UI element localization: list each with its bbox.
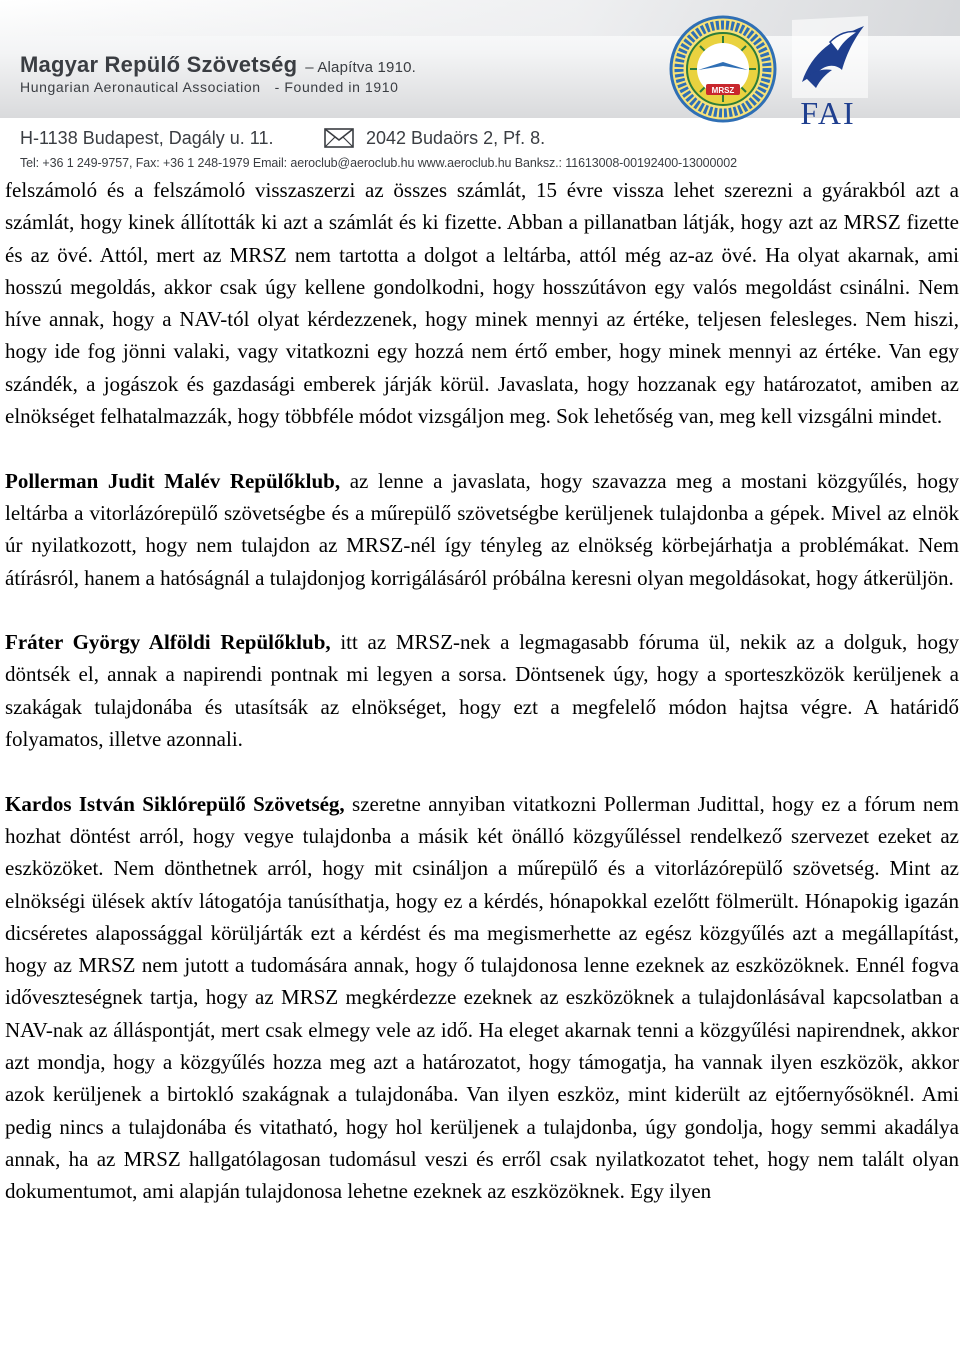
paragraph	[5, 626, 959, 755]
contact-line: Tel: +36 1 249-9757, Fax: +36 1 248-1979 Email: aeroclub@aeroclub.hu www.aeroclub.hu Banksz.: 11613008-00192400-13000002	[20, 156, 737, 170]
document-body	[5, 174, 959, 1208]
organization-name	[20, 52, 416, 78]
paragraph	[5, 174, 959, 432]
fai-logo	[782, 12, 874, 130]
founded-english-text: - Founded in 1910	[274, 79, 399, 95]
mrsz-seal-logo	[668, 14, 778, 124]
organization-name-english	[20, 79, 399, 95]
paragraph-text: felszámoló és a felszámoló visszaszerzi az összes számlát, 15 évre vissza lehet szerezni a gyárakból azt a számlát, hogy kinek állították ki azt a számlát és ki fizette. Abban a pillanatban látják, hogy azt az MRSZ fizette és az övé. Attól, mert az MRSZ nem tartotta a dolgot a leltárba, attól még az-az övé. Ha olyat akarnak, ami hosszú megoldás, akkor csak úgy kellene gondolkodni, hogy hosszútávon egy valós megoldást csinálni. Nem híve annak, hogy a NAV-tól olyat kérdezzenek, hogy minek mennyi az értéke, teljesen felesleges. Nem hiszi, hogy ide fog jönni valaki, vagy vitatkozni egy hozzá nem értő ember, hogy minek mennyi az értéke. Van egy szándék, a jogászok és gazdasági emberek járják körül. Javaslata, hogy hozzanak egy határozatot, amiben az elnökséget felhatalmazzák, hogy többféle módot vizsgáljon meg. Sok lehetőség van, meg kell vizsgálni mindet.	[5, 178, 959, 429]
paragraph-text: itt az MRSZ-nek a legmagasabb fóruma ül, nekik az a dolguk, hogy döntsék el, annak a napirendi pontnak mi legyen a sorsa. Döntsenek úgy, hogy a sporteszközök kerüljenek a szakágak tulajdonába és utasítsák az elnökséget, hogy ezt a megfelelő módon hajtsa végre. A határidő folyamatos, illetve azonnali.	[5, 630, 959, 752]
paragraph-text: szeretne annyiban vitatkozni Pollerman Judittal, hogy ez a fórum nem hozhat döntést arról, hogy vegye tulajdonba a másik két önálló közgyűléssel rendelkező szervezet ezeket az eszközöket. Nem dönthetnek arról, hogy mit csináljon a műrepülő és a vitorlázórepülő szövetség. Mint az elnökségi ülések aktív látogatója tanúsíthatja, hogy ez a kérdés, hónapokkal ezelőtt fölmerült. Hónapokig igazán dicséretes alapossággal körüljárták ezt a kérdést és ma megismerhette az egész közgyűlés azt a megállapítást, hogy az MRSZ nem jutott a tudomására annak, hogy ő tulajdonosa lenne ezeknek az eszközöknek. Ennél fogva időveszteségnek tartja, hogy az MRSZ megkérdezze ezeknek az eszközöknek a tulajdonlásával kapcsolatban a NAV-nak az álláspontját, mert csak elmegy vele az idő. Ha eleget akarnak tenni a közgyűlési napirendnek, akkor azt mondja, hogy a közgyűlés hozza meg azt a határozatot, hogy támogatja, ha vannak ilyen eszközök, akkor azok kerüljenek a birtokló szakágnak a tulajdonába. Van ilyen eszköz, mint kiderült az ejtőernyősöknél. Ami pedig nincs a tulajdonába és vitatható, hogy hol kerüljenek a tulajdonba, úgy gondolja, hogy semmi akadálya annak, ha az MRSZ hallgatólagosan tudomásul veszi és erről csak nyilatkozatot tehet, hogy nem talált olyan dokumentumot, ami alapján tulajdonosa lehetne ezeknek az eszközöknek. Egy ilyen	[5, 791, 959, 1204]
fai-text: FAI	[800, 95, 856, 130]
address-budaors: 2042 Budaörs 2, Pf. 8.	[366, 128, 546, 148]
speaker-name: Kardos István Siklórepülő Szövetség,	[5, 791, 345, 816]
speaker-name: Fráter György Alföldi Repülőklub,	[5, 630, 331, 655]
paragraph-text: az lenne a javaslata, hogy szavazza meg a mostani közgyűlés, hogy leltárba a vitorlázórepülő szövetségbe és a műrepülő szövetségbe kerüljenek tulajdonba a gépek. Mivel az elnök úr nyilatkozott, hogy nem tulajdon az MRSZ-nél így tényleg az elnökség körbejárhatja a problémákat. Nem átírásról, hanem a hatóságnál a tulajdonjog korrigálásáról próbálna keresni olyan megoldásokat, hogy átkerüljön.	[5, 468, 959, 590]
address-budapest: H-1138 Budapest, Dagály u. 11.	[20, 128, 274, 148]
mrsz-seal-label: MRSZ	[711, 86, 735, 95]
speaker-name: Pollerman Judit Malév Repülőklub,	[5, 468, 341, 493]
organization-name-text: Magyar Repülő Szövetség	[20, 52, 298, 77]
paragraph	[5, 465, 959, 594]
paragraph	[5, 788, 959, 1208]
envelope-icon	[324, 128, 354, 148]
founded-text: – Alapítva 1910.	[305, 59, 417, 76]
organization-name-english-text: Hungarian Aeronautical Association	[20, 79, 261, 95]
letterhead	[0, 0, 960, 172]
